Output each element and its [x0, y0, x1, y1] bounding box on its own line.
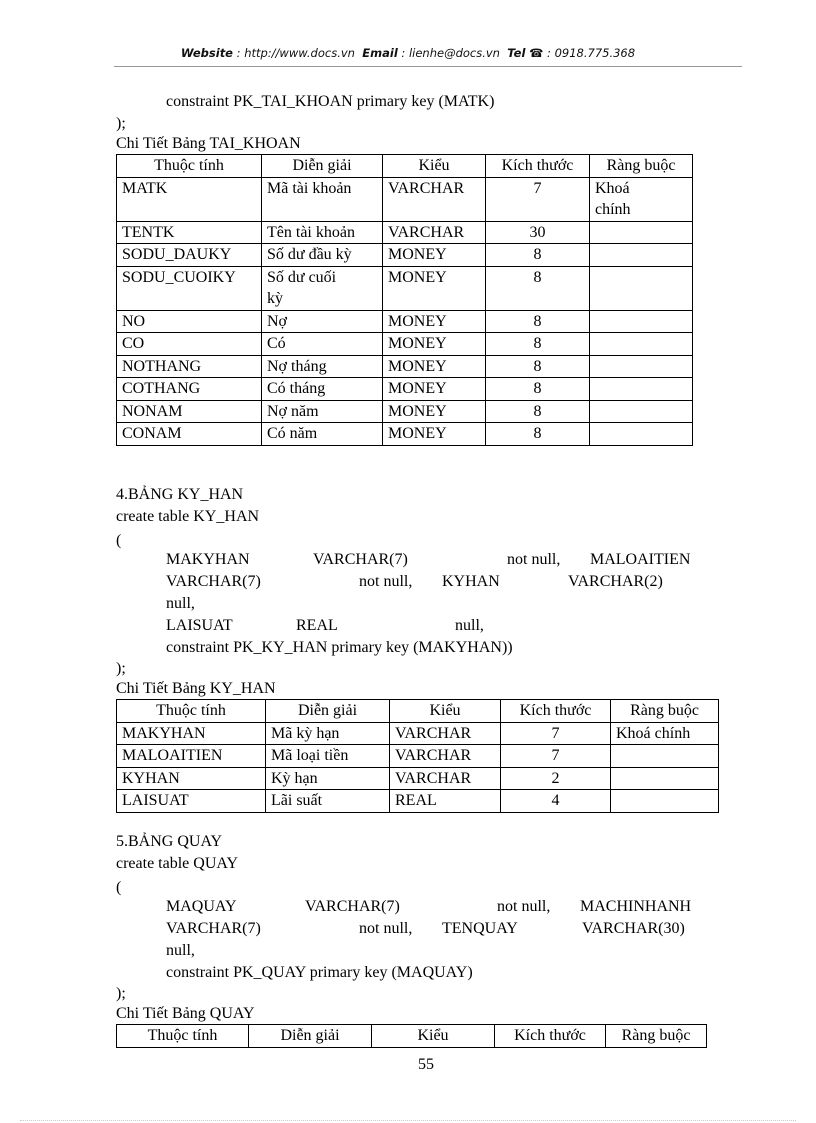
cell-constraint	[611, 790, 719, 813]
code-close-taikhoan: );	[116, 115, 126, 132]
cell-size: 8	[486, 244, 590, 267]
table-title-quay: Chi Tiết Bảng QUAY	[116, 1005, 255, 1022]
cell-attribute: MALOAITIEN	[117, 745, 266, 768]
header-cell: Ràng buộc	[606, 1025, 707, 1048]
code-field: VARCHAR(7)	[166, 573, 261, 590]
website-value[interactable]: http://www.docs.vn	[244, 46, 355, 60]
cell-description: Có năm	[262, 423, 383, 446]
table-row	[117, 355, 693, 378]
tel-label: Tel	[507, 46, 526, 60]
table-quay	[116, 1024, 707, 1048]
cell-type: MONEY	[383, 423, 486, 446]
cell-attribute: SODU_DAUKY	[117, 244, 262, 267]
cell-description: Tên tài khoản	[262, 221, 383, 244]
cell-description: Nợ năm	[262, 400, 383, 423]
code-field: REAL	[296, 617, 338, 634]
cell-description: Mã kỳ hạn	[266, 722, 390, 745]
table-row	[117, 378, 693, 401]
cell-size: 8	[486, 378, 590, 401]
code-field: MALOAITIEN	[590, 551, 691, 568]
cell-description: Mã tài khoản	[262, 177, 383, 221]
section-heading-quay: 5.BẢNG QUAY	[116, 833, 223, 850]
cell-type: MONEY	[383, 378, 486, 401]
code-field: not null,	[359, 920, 413, 937]
cell-size: 8	[486, 333, 590, 356]
page-header: Website : http://www.docs.vn Email : lienhe@docs.vn Tel ☎ : 0918.775.368	[180, 46, 636, 60]
code-field: MAKYHAN	[166, 551, 250, 568]
header-cell: Thuộc tính	[117, 1025, 249, 1048]
cell-attribute: SODU_CUOIKY	[117, 266, 262, 310]
cell-size: 4	[501, 790, 611, 813]
email-label: Email	[362, 46, 398, 60]
cell-type: VARCHAR	[390, 722, 501, 745]
header-cell: Kiểu	[372, 1025, 495, 1048]
header-cell: Diễn giải	[249, 1025, 372, 1048]
code-close-quay: );	[116, 985, 126, 1002]
code-field: VARCHAR(30)	[582, 920, 685, 937]
cell-size: 8	[486, 310, 590, 333]
cell-constraint	[590, 266, 693, 310]
table-title-taikhoan: Chi Tiết Bảng TAI_KHOAN	[116, 135, 301, 152]
cell-size: 30	[486, 221, 590, 244]
cell-constraint: Khoá chính	[611, 722, 719, 745]
code-constraint-taikhoan: constraint PK_TAI_KHOAN primary key (MATK)	[166, 93, 495, 110]
cell-type: MONEY	[383, 266, 486, 310]
cell-constraint	[590, 423, 693, 446]
code-field: MACHINHANH	[580, 898, 692, 915]
header-cell: Diễn giải	[262, 155, 383, 178]
cell-attribute: NOTHANG	[117, 355, 262, 378]
cell-type: MONEY	[383, 310, 486, 333]
table-row	[117, 333, 693, 356]
code-create-kyhan: create table KY_HAN	[116, 508, 260, 525]
cell-constraint	[590, 244, 693, 267]
cell-attribute: MATK	[117, 177, 262, 221]
header-cell: Thuộc tính	[117, 700, 266, 723]
code-field: TENQUAY	[442, 920, 518, 937]
cell-type: VARCHAR	[383, 177, 486, 221]
table-row	[117, 767, 719, 790]
header-cell: Ràng buộc	[590, 155, 693, 178]
cell-attribute: CONAM	[117, 423, 262, 446]
code-field: null,	[166, 942, 195, 959]
code-field: VARCHAR(7)	[305, 898, 400, 915]
email-value[interactable]: lienhe@docs.vn	[408, 46, 500, 60]
cell-attribute: LAISUAT	[117, 790, 266, 813]
cell-constraint	[611, 745, 719, 768]
code-constraint-quay: constraint PK_QUAY primary key (MAQUAY)	[166, 964, 473, 981]
table-row	[117, 423, 693, 446]
cell-attribute: TENTK	[117, 221, 262, 244]
cell-size: 8	[486, 355, 590, 378]
description-text: Số dư cuối kỳ	[267, 268, 337, 307]
header-divider	[114, 66, 742, 67]
table-row	[117, 177, 693, 221]
code-field: not null,	[359, 573, 413, 590]
cell-type: MONEY	[383, 244, 486, 267]
table-row	[117, 244, 693, 267]
cell-size: 8	[486, 400, 590, 423]
code-create-quay: create table QUAY	[116, 855, 239, 872]
table-kyhan	[116, 699, 719, 813]
code-open-quay: (	[116, 879, 122, 896]
cell-constraint	[590, 177, 693, 221]
header-cell: Kích thước	[501, 700, 611, 723]
code-constraint-kyhan: constraint PK_KY_HAN primary key (MAKYHAN))	[166, 639, 513, 656]
cell-constraint	[590, 378, 693, 401]
cell-description: Có	[262, 333, 383, 356]
table-row	[117, 266, 693, 310]
cell-type: MONEY	[383, 333, 486, 356]
cell-description: Số dư đầu kỳ	[262, 244, 383, 267]
table-header-row	[117, 1025, 707, 1048]
cell-size: 8	[486, 266, 590, 310]
footer-divider	[20, 1120, 796, 1121]
table-row	[117, 790, 719, 813]
cell-type: VARCHAR	[390, 745, 501, 768]
cell-attribute: COTHANG	[117, 378, 262, 401]
phone-icon: ☎	[529, 46, 544, 60]
code-field: MAQUAY	[166, 898, 237, 915]
table-row	[117, 745, 719, 768]
cell-type: REAL	[390, 790, 501, 813]
table-title-kyhan: Chi Tiết Bảng KY_HAN	[116, 680, 276, 697]
cell-type: MONEY	[383, 400, 486, 423]
code-field: null,	[455, 617, 484, 634]
code-close-kyhan: );	[116, 660, 126, 677]
cell-type: VARCHAR	[383, 221, 486, 244]
cell-constraint	[590, 221, 693, 244]
cell-attribute: KYHAN	[117, 767, 266, 790]
cell-description: Nợ	[262, 310, 383, 333]
cell-type: VARCHAR	[390, 767, 501, 790]
cell-size: 7	[486, 177, 590, 221]
code-field: null,	[166, 595, 195, 612]
table-row	[117, 722, 719, 745]
cell-description: Mã loại tiền	[266, 745, 390, 768]
header-cell: Kiểu	[390, 700, 501, 723]
cell-description: Kỳ hạn	[266, 767, 390, 790]
table-row	[117, 310, 693, 333]
cell-size: 7	[501, 745, 611, 768]
code-field: VARCHAR(2)	[568, 573, 663, 590]
cell-constraint	[590, 400, 693, 423]
cell-constraint	[611, 767, 719, 790]
header-cell: Diễn giải	[266, 700, 390, 723]
cell-size: 2	[501, 767, 611, 790]
cell-size: 7	[501, 722, 611, 745]
cell-description: Nợ tháng	[262, 355, 383, 378]
code-field: LAISUAT	[166, 617, 233, 634]
cell-type: MONEY	[383, 355, 486, 378]
constraint-text: Khoá chính	[595, 179, 631, 218]
code-field: not null,	[497, 898, 551, 915]
code-field: not null,	[507, 551, 561, 568]
header-cell: Kích thước	[486, 155, 590, 178]
code-field: KYHAN	[442, 573, 500, 590]
section-heading-kyhan: 4.BẢNG KY_HAN	[116, 486, 244, 503]
cell-attribute: CO	[117, 333, 262, 356]
cell-attribute: NONAM	[117, 400, 262, 423]
cell-constraint	[590, 310, 693, 333]
cell-description	[262, 266, 383, 310]
tel-value: 0918.775.368	[554, 46, 636, 60]
cell-constraint	[590, 355, 693, 378]
cell-description: Có tháng	[262, 378, 383, 401]
page-number: 55	[418, 1056, 434, 1073]
website-label: Website	[180, 46, 233, 60]
header-cell: Ràng buộc	[611, 700, 719, 723]
cell-attribute: NO	[117, 310, 262, 333]
cell-attribute: MAKYHAN	[117, 722, 266, 745]
table-taikhoan	[116, 154, 693, 446]
header-cell: Thuộc tính	[117, 155, 262, 178]
header-cell: Kiểu	[383, 155, 486, 178]
table-row	[117, 221, 693, 244]
code-field: VARCHAR(7)	[313, 551, 408, 568]
table-header-row	[117, 700, 719, 723]
cell-description: Lãi suất	[266, 790, 390, 813]
code-open-kyhan: (	[116, 532, 122, 549]
header-cell: Kích thước	[495, 1025, 606, 1048]
cell-size: 8	[486, 423, 590, 446]
cell-constraint	[590, 333, 693, 356]
table-row	[117, 400, 693, 423]
code-field: VARCHAR(7)	[166, 920, 261, 937]
table-header-row	[117, 155, 693, 178]
